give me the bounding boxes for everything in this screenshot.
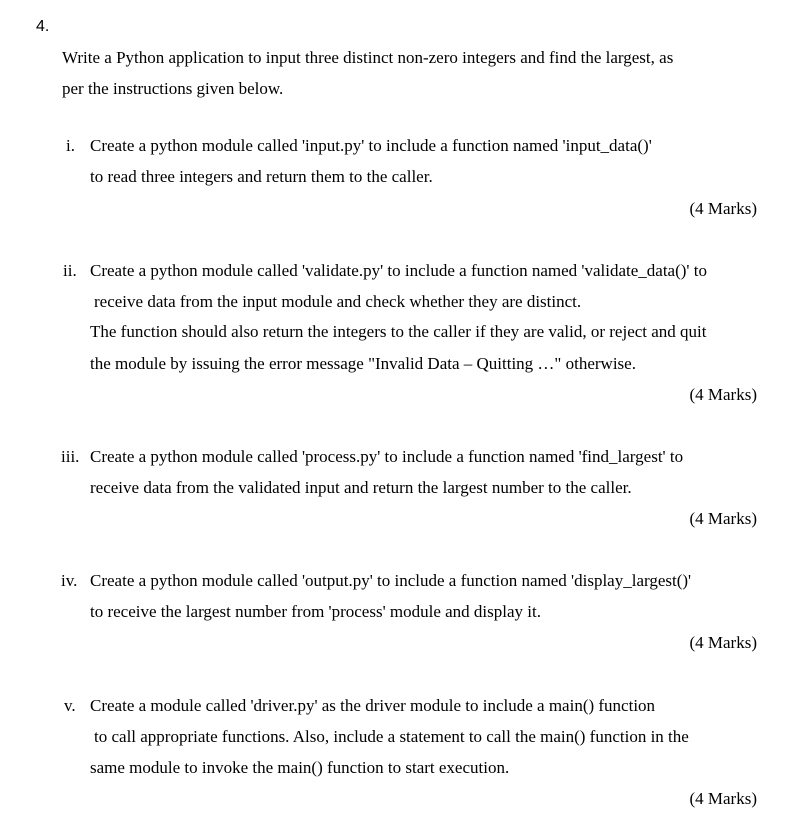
part-text-line: to read three integers and return them to the caller. (90, 167, 433, 186)
marks-label: (4 Marks) (689, 509, 757, 528)
part-text-line: receive data from the validated input and return the largest number to the caller. (90, 478, 632, 497)
part-text-line: to receive the largest number from 'process' module and display it. (90, 602, 541, 621)
intro-line: Write a Python application to input three distinct non-zero integers and find the largest, as (62, 48, 674, 67)
part-text-line: same module to invoke the main() function to start execution. (90, 758, 510, 777)
part-text-line: Create a python module called 'input.py' to include a function named 'input_data()' (90, 136, 652, 155)
part-text-line: receive data from the input module and check whether they are distinct. (94, 292, 582, 311)
part-label: ii. (63, 261, 77, 280)
marks-label: (4 Marks) (689, 633, 757, 652)
part-text-line: the module by issuing the error message "Invalid Data – Quitting …" otherwise. (90, 354, 636, 373)
intro-line: per the instructions given below. (62, 79, 284, 98)
part-label: i. (66, 136, 75, 155)
part-text-line: to call appropriate functions. Also, include a statement to call the main() function in the (94, 727, 689, 746)
part-label: iv. (61, 571, 78, 590)
marks-label: (4 Marks) (689, 385, 757, 404)
part-text-line: Create a python module called 'process.py' to include a function named 'find_largest' to (90, 447, 684, 466)
part-text-line: The function should also return the integers to the caller if they are valid, or reject and quit (90, 322, 707, 341)
part-text-line: Create a python module called 'validate.py' to include a function named 'validate_data()' to (90, 261, 707, 280)
part-label: iii. (61, 447, 80, 466)
part-text-line: Create a module called 'driver.py' as the driver module to include a main() function (90, 696, 656, 715)
marks-label: (4 Marks) (689, 789, 757, 808)
part-text-line: Create a python module called 'output.py' to include a function named 'display_largest()' (90, 571, 692, 590)
question-number: 4. (36, 18, 50, 35)
marks-label: (4 Marks) (689, 199, 757, 218)
part-label: v. (64, 696, 76, 715)
